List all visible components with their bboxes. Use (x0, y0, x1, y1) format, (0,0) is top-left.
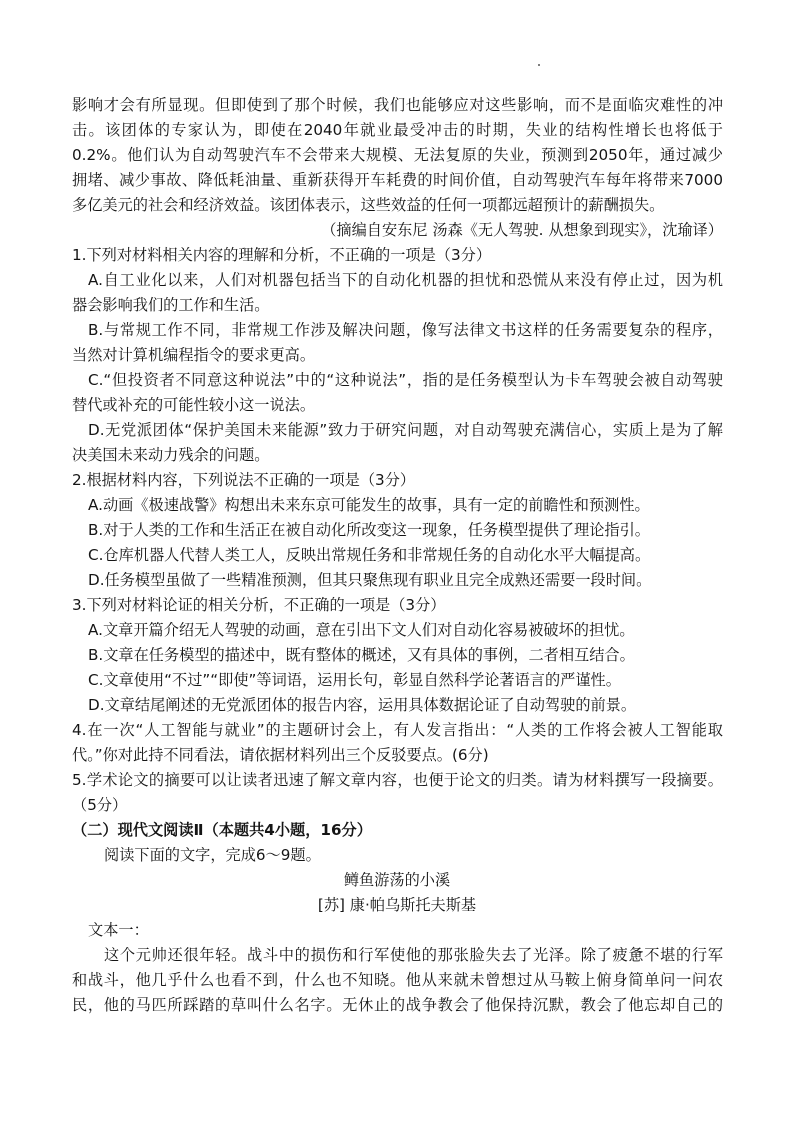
material-line: 击。该团体的专家认为，即使在2040年就业最受冲击的时期，失业的结构性增长也将低于 (72, 121, 723, 139)
story-author: [苏] 康·帕乌斯托夫斯基 (317, 896, 477, 914)
material-line: 拥堵、减少事故、降低耗油量、重新获得开车耗费的时间价值，自动驾驶汽车每年将带来7000 (72, 171, 723, 189)
q2-option-b: B.对于人类的工作和生活正在被自动化所改变这一现象，任务模型提供了理论指引。 (88, 521, 650, 539)
text-label: 文本一： (88, 921, 149, 939)
q2-option-a: A.动画《极速战警》构想出未来东京可能发生的故事，具有一定的前瞻性和预测性。 (88, 496, 650, 514)
q3-option-c: C.文章使用“不过”“即使”等词语，运用长句，彰显自然科学论著语言的严谨性。 (88, 671, 621, 689)
section-heading: （二）现代文阅读Ⅱ（本题共4小题，16分） (72, 821, 372, 839)
q1-option-c-cont: 替代或补充的可能性较小这一说法。 (72, 396, 315, 414)
material-line: 多亿美元的社会和经济效益。该团体表示，这些效益的任何一项都远超预计的薪酬损失。 (72, 196, 665, 214)
q4-stem: 4.在一次“人工智能与就业”的主题研讨会上，有人发言指出：“人类的工作将会被人工智能取 (72, 721, 723, 739)
q4-stem-cont: 代。”你对此持不同看法，请依据材料列出三个反驳要点。(6分) (72, 746, 489, 764)
q3-option-d: D.文章结尾阐述的无党派团体的报告内容，运用具体数据论证了自动驾驶的前景。 (88, 696, 637, 714)
q3-option-b: B.文章在任务模型的描述中，既有整体的概述，又有具体的事例，二者相互结合。 (88, 646, 635, 664)
material-line: 0.2%。他们认为自动驾驶汽车不会带来大规模、无法复原的失业，预测到2050年，通过减少 (72, 146, 723, 164)
q1-option-c: C.“但投资者不同意这种说法”中的“这种说法”，指的是任务模型认为卡车驾驶会被自动驾驶 (88, 371, 723, 389)
source-citation: （摘编自安东尼 汤森《无人驾驶. 从想象到现实》，沈瑜译） (321, 221, 723, 239)
q2-stem: 2.根据材料内容，下列说法不正确的一项是（3分） (72, 471, 416, 489)
q2-option-c: C.仓库机器人代替人类工人，反映出常规任务和非常规任务的自动化水平大幅提高。 (88, 546, 651, 564)
q5-stem: 5.学术论文的摘要可以让读者迅速了解文章内容，也便于论文的归类。请为材料撰写一段摘要。 (72, 771, 723, 789)
q3-option-a: A.文章开篇介绍无人驾驶的动画，意在引出下文人们对自动化容易被破坏的担忧。 (88, 621, 635, 639)
q3-stem: 3.下列对材料论证的相关分析，不正确的一项是（3分） (72, 596, 446, 614)
story-paragraph-line: 这个元帅还很年轻。战斗中的损伤和行军使他的那张脸失去了光泽。除了疲惫不堪的行军 (104, 946, 723, 964)
q1-option-b-cont: 当然对计算机编程指令的要求更高。 (72, 346, 315, 364)
story-title: 鳟鱼游荡的小溪 (343, 871, 451, 889)
q1-stem: 1.下列对材料相关内容的理解和分析，不正确的一项是（3分） (72, 246, 492, 264)
material-line: 影响才会有所显现。但即使到了那个时候，我们也能够应对这些影响，而不是面临灾难性的冲 (72, 96, 723, 114)
q1-option-a-cont: 器会影响我们的工作和生活。 (72, 296, 270, 314)
q1-option-b: B.与常规工作不同，非常规工作涉及解决问题，像写法律文书这样的任务需要复杂的程序， (88, 321, 723, 339)
q2-option-d: D.任务模型虽做了一些精准预测，但其只聚焦现有职业且完全成熟还需要一段时间。 (88, 571, 652, 589)
q5-stem-cont: （5分） (72, 796, 128, 814)
section-instruction: 阅读下面的文字，完成6～9题。 (104, 846, 321, 864)
scan-speck (538, 64, 540, 66)
story-paragraph-line: 和战斗，他几乎什么也看不到，什么也不知晓。他从来就未曾想过从马鞍上俯身简单问一问农 (72, 971, 723, 989)
story-paragraph-line: 民，他的马匹所踩踏的草叫什么名字。无休止的战争教会了他保持沉默，教会了他忘却自己的 (72, 996, 723, 1014)
q1-option-d: D.无党派团体“保护美国未来能源”致力于研究问题，对自动驾驶充满信心，实质上是为了解 (88, 421, 723, 439)
q1-option-a: A.自工业化以来，人们对机器包括当下的自动化机器的担忧和恐慌从来没有停止过，因为机 (88, 271, 723, 289)
q1-option-d-cont: 决美国未来动力残余的问题。 (72, 446, 270, 464)
